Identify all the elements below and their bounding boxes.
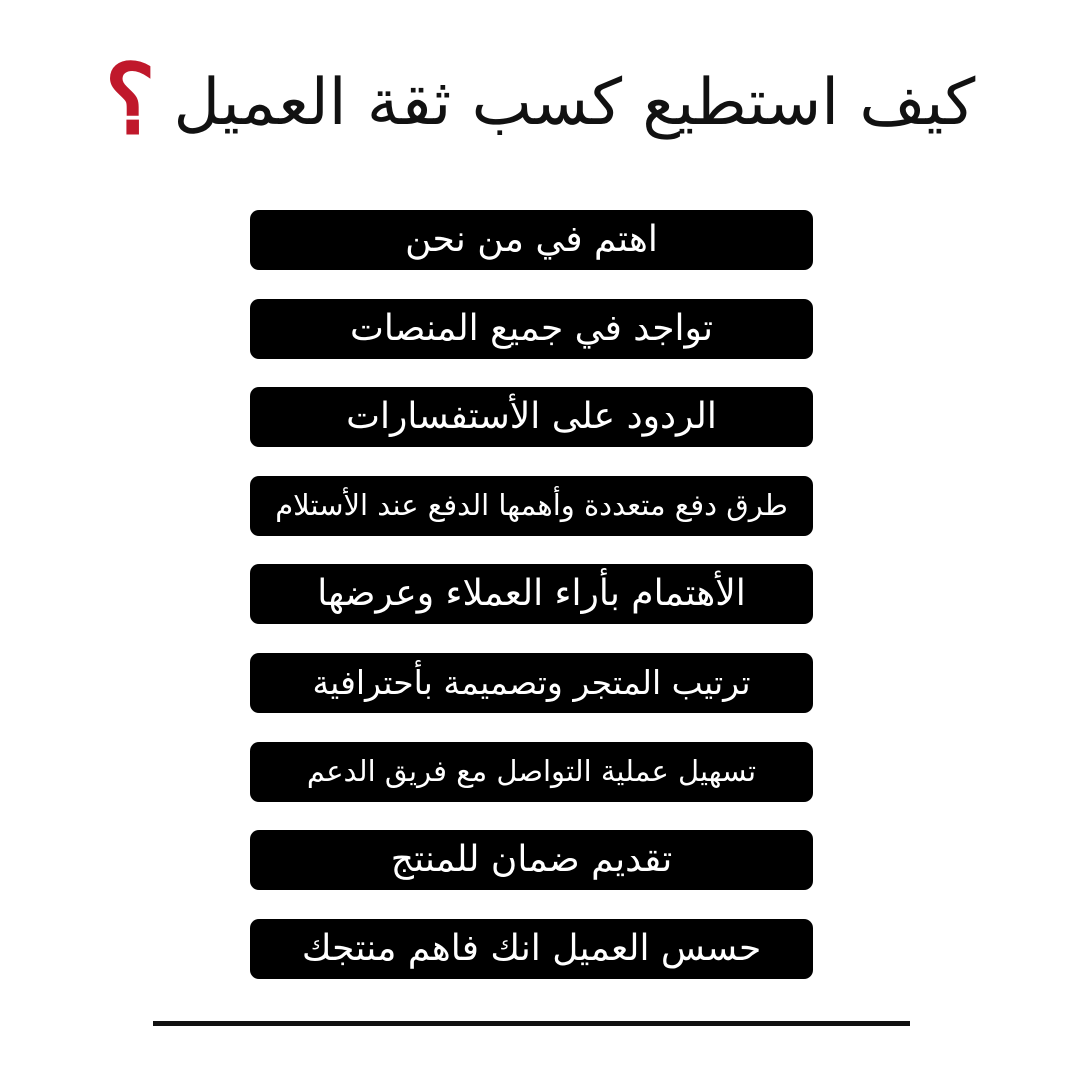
divider [153,1021,910,1026]
list-item [250,919,813,979]
page-title [104,38,976,168]
list-item [250,476,813,536]
list-item-label: تواجد في جميع المنصات [349,307,714,349]
list-item [250,564,813,624]
tips-list [250,210,813,1007]
question-mark-icon: ؟ [104,43,156,156]
title-text: كيف استطيع كسب ثقة العميل [173,66,976,140]
list-item-label: ترتيب المتجر وتصميمة بأحترافية [312,663,751,703]
list-item-label: تسهيل عملية التواصل مع فريق الدعم [306,754,757,789]
list-item-label: اهتم في من نحن [405,219,658,260]
list-item-label: تقديم ضمان للمنتج [390,839,673,881]
list-item-label: حسس العميل انك فاهم منتجك [301,927,762,969]
list-item [250,299,813,359]
list-item-label: الردود على الأستفسارات [346,396,717,438]
list-item [250,210,813,270]
list-item [250,742,813,802]
list-item-label: طرق دفع متعددة وأهمها الدفع عند الأستلام [275,488,788,523]
list-item [250,653,813,713]
list-item [250,830,813,890]
list-item-label: الأهتمام بأراء العملاء وعرضها [317,573,746,615]
list-item [250,387,813,447]
